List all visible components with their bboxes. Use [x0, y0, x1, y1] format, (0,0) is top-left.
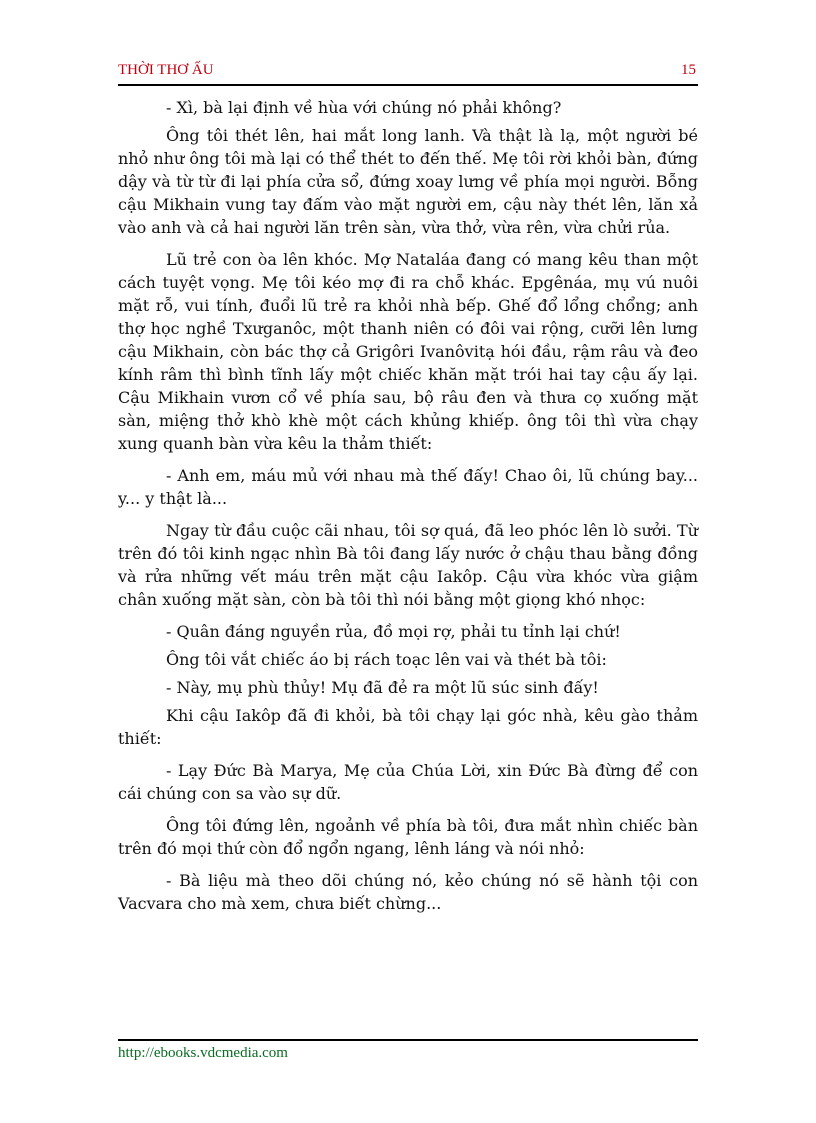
paragraph-1: - Xì, bà lại định về hùa với chúng nó phải không?	[166, 98, 562, 117]
page-number: 15	[681, 62, 696, 78]
paragraph-5: Ngay từ đầu cuộc cãi nhau, tôi sợ quá, đã leo phóc lên lò sưởi. Từ trên đó tôi kinh ngạc nhìn Bà tôi đang lấy nước ở chậu thau bằng đồng và rửa những vết máu trên mặt cậu Iakôp. Cậu vừa khóc vừa giậm chân xuống mặt sàn, còn bà tôi thì nói bằng một giọng khó nhọc:	[118, 521, 698, 609]
header-divider	[118, 84, 698, 86]
paragraph-11: Ông tôi đứng lên, ngoảnh về phía bà tôi, đưa mắt nhìn chiếc bàn trên đó mọi thứ còn đổ ngổn ngang, lênh láng và nói nhỏ:	[118, 816, 698, 858]
paragraph-2: Ông tôi thét lên, hai mắt long lanh. Và thật là lạ, một người bé nhỏ như ông tôi mà lại có thể thét to đến thế. Mẹ tôi rời khỏi bàn, đứng dậy và từ từ đi lại phía cửa sổ, đứng xoay lưng về phía mọi người. Bỗng cậu Mikhain vung tay đấm vào mặt người em, cậu này thét lên, lăn xả vào anh và cả hai người lăn trên sàn, vừa thở, vừa rên, vừa chửi rủa.	[118, 126, 698, 237]
paragraph-9: Khi cậu Iakôp đã đi khỏi, bà tôi chạy lại góc nhà, kêu gào thảm thiết:	[118, 706, 698, 748]
footer-divider	[118, 1039, 698, 1041]
paragraph-4: - Anh em, máu mủ với nhau mà thế đấy! Chao ôi, lũ chúng bay... y... y thật là...	[118, 466, 698, 508]
paragraph-12: - Bà liệu mà theo dõi chúng nó, kẻo chúng nó sẽ hành tội con Vacvara cho mà xem, chưa biết chừng...	[118, 871, 698, 913]
paragraph-3: Lũ trẻ con òa lên khóc. Mợ Nataláa đang có mang kêu than một cách tuyệt vọng. Mẹ tôi kéo mợ đi ra chỗ khác. Epgênáa, mụ vú nuôi mặt rỗ, vui tính, đuổi lũ trẻ ra khỏi nhà bếp. Ghế đổ lổng chổng; anh thợ học nghề Txưganôc, một thanh niên có đôi vai rộng, cưỡi lên lưng cậu Mikhain, còn bác thợ cả Grigôri Ivanôvitạ hói đầu, rậm râu và đeo kính râm thì bình tĩnh lấy một chiếc khăn mặt trói hai tay cậu ấy lại. Cậu Mikhain vươn cổ về phía sau, bộ râu đen và thưa cọ xuống mặt sàn, miệng thở khò khè một cách khủng khiếp. ông tôi thì vừa chạy xung quanh bàn vừa kêu la thảm thiết:	[118, 250, 698, 453]
paragraph-10: - Lạy Đức Bà Marya, Mẹ của Chúa Lời, xin Đức Bà đừng để con cái chúng con sa vào sự dữ.	[118, 761, 698, 803]
paragraph-7: Ông tôi vắt chiếc áo bị rách toạc lên vai và thét bà tôi:	[166, 650, 607, 669]
footer-link[interactable]: http://ebooks.vdcmedia.com	[118, 1045, 288, 1061]
paragraph-8: - Này, mụ phù thủy! Mụ đã đẻ ra một lũ súc sinh đấy!	[166, 678, 599, 697]
running-header	[118, 62, 698, 82]
book-title: THỜI THƠ ẤU	[118, 62, 214, 78]
body-text	[118, 96, 698, 924]
paragraph-6: - Quân đáng nguyền rủa, đồ mọi rợ, phải tu tỉnh lại chứ!	[166, 622, 621, 641]
